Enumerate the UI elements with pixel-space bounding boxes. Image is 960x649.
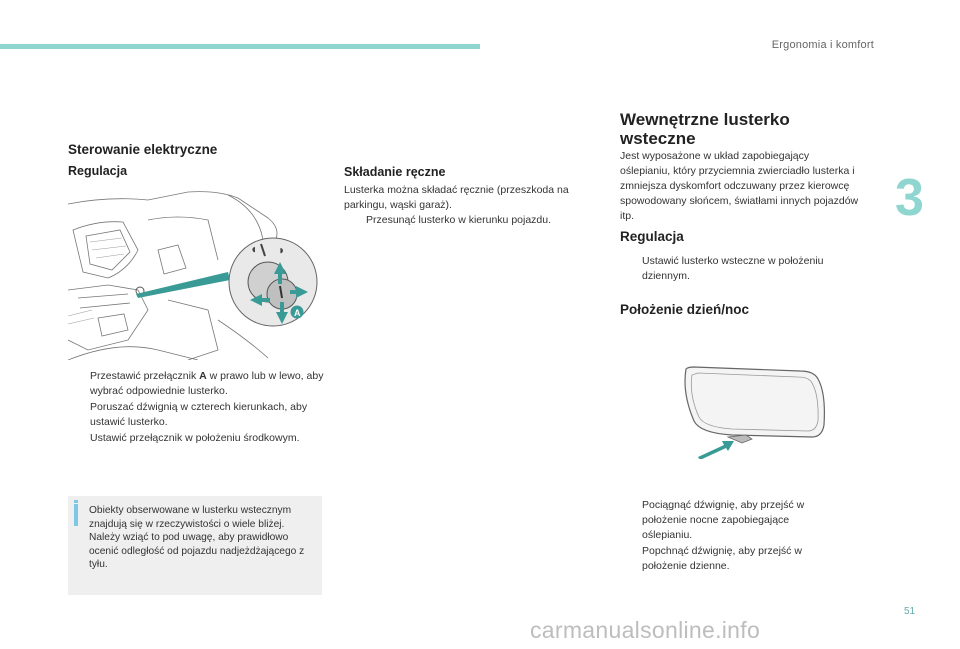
electric-control-heading: Sterowanie elektryczne: [68, 142, 218, 157]
svg-text:◗: ◗: [278, 243, 286, 257]
day-night-list: [620, 498, 840, 575]
note-text-1: Obiekty obserwowane w lusterku wstecznym znajdują się w rzeczywistości o wiele bliżej.: [89, 505, 292, 530]
interior-mirror-heading: Wewnętrzne lusterko wsteczne: [620, 110, 790, 148]
manual-folding-heading: Składanie ręczne: [344, 165, 446, 179]
list-item: Przesunąć lusterko w kierunku pojazdu.: [366, 214, 552, 226]
rearview-mirror-illustration: [672, 363, 832, 459]
list-item: Poruszać dźwignią w czterech kierunkach, aby ustawić lusterko.: [90, 401, 308, 428]
info-note: [68, 496, 322, 595]
list-item: Ustawić lusterko wsteczne w położeniu dziennym.: [642, 255, 824, 282]
switch-a-label: A: [199, 370, 207, 382]
interior-adjustment-list: [620, 254, 860, 285]
svg-text:◖: ◖: [250, 242, 258, 256]
interior-mirror-text: Jest wyposażone w układ zapobiegający oślepianiu, który przyciemnia zwierciadło lusterka i zmniejsza dyskomfort odczuwany przez kierowcę spowodowany słońcem, światłami innych pojazdów itp.: [620, 150, 859, 222]
list-item: Ustawić przełącznik w położeniu środkowym.: [90, 432, 300, 444]
info-icon: [74, 500, 78, 503]
interior-adjustment-heading: Regulacja: [620, 229, 684, 244]
adjustment-steps-list: [68, 369, 326, 447]
manual-folding-text: Lusterka można składać ręcznie (przeszkoda na parkingu, wąski garaż).: [344, 184, 569, 211]
callout-a-label: A: [294, 308, 301, 318]
manual-folding-list: [344, 213, 594, 229]
top-accent-bar: [0, 44, 480, 49]
list-item: Przestawić przełącznik A w prawo lub w lewo, aby wybrać odpowiednie lusterko.: [90, 370, 324, 397]
page-number: 51: [904, 606, 916, 617]
day-night-heading: Położenie dzień/noc: [620, 302, 750, 317]
watermark-text: carmanualsonline.info: [530, 617, 761, 643]
list-item: Popchnąć dźwignię, aby przejść w położenie dzienne.: [642, 545, 802, 572]
adjustment-heading: Regulacja: [68, 164, 128, 178]
list-item: Pociągnąć dźwignię, aby przejść w położenie nocne zapobiegające oślepianiu.: [642, 499, 805, 541]
note-text-2: Należy wziąć to pod uwagę, aby prawidłowo ocenić odległość od pojazdu nadjeżdżającego z tyłu.: [89, 532, 305, 570]
mirror-control-illustration: [68, 190, 323, 360]
chapter-number: 3: [895, 169, 924, 227]
section-title: Ergonomia i komfort: [771, 39, 874, 51]
